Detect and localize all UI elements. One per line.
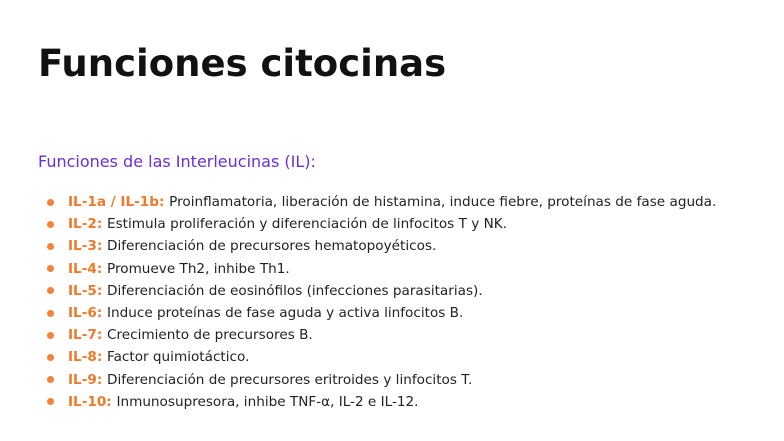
bullet-dot-icon [47, 332, 54, 339]
slide-subtitle: Funciones de las Interleucinas (IL): [38, 152, 316, 171]
item-text: Inmunosupresora, inhibe TNF-α, IL-2 e IL-12. [116, 393, 419, 410]
list-item [46, 258, 736, 280]
list-item [46, 213, 736, 235]
item-code: IL-3: [68, 238, 107, 255]
bullet-dot-icon [47, 310, 54, 317]
list-item [46, 391, 736, 413]
item-code: IL-1a / IL-1b: [68, 194, 170, 210]
bullet-dot-icon [47, 265, 54, 272]
item-text: Crecimiento de precursores B. [107, 327, 313, 344]
list-item [46, 191, 736, 213]
bullet-dot-icon [47, 243, 54, 250]
item-code: IL-5: [68, 282, 107, 299]
list-item [46, 346, 736, 368]
list-item [46, 235, 736, 257]
bullet-dot-icon [47, 376, 54, 383]
item-text: Factor quimiotáctico. [107, 349, 250, 366]
bullet-dot-icon [47, 199, 54, 206]
item-text: Induce proteínas de fase aguda y activa linfocitos B. [107, 305, 464, 322]
list-item [46, 324, 736, 346]
item-code: IL-4: [68, 260, 107, 277]
item-text: Promueve Th2, inhibe Th1. [107, 260, 290, 277]
item-text: Diferenciación de precursores eritroides y linfocitos T. [107, 371, 473, 388]
item-code: IL-7: [68, 327, 107, 344]
interleukin-list [46, 191, 736, 413]
item-text: Proinflamatoria, liberación de histamina, induce fiebre, proteínas de fase aguda. [169, 194, 717, 210]
item-code: IL-10: [68, 393, 117, 410]
item-text: Estimula proliferación y diferenciación de linfocitos T y NK. [107, 216, 507, 233]
item-text: Diferenciación de precursores hematopoyéticos. [107, 238, 437, 255]
list-item [46, 369, 736, 391]
item-code: IL-6: [68, 305, 107, 322]
bullet-dot-icon [47, 354, 54, 361]
item-text: Diferenciación de eosinófilos (infecciones parasitarias). [107, 282, 483, 299]
slide-title: Funciones citocinas [38, 42, 447, 85]
list-item [46, 302, 736, 324]
list-item [46, 280, 736, 302]
item-code: IL-8: [68, 349, 107, 366]
item-code: IL-2: [68, 216, 107, 233]
item-code: IL-9: [68, 371, 107, 388]
bullet-dot-icon [47, 221, 54, 228]
bullet-dot-icon [47, 287, 54, 294]
bullet-dot-icon [47, 398, 54, 405]
